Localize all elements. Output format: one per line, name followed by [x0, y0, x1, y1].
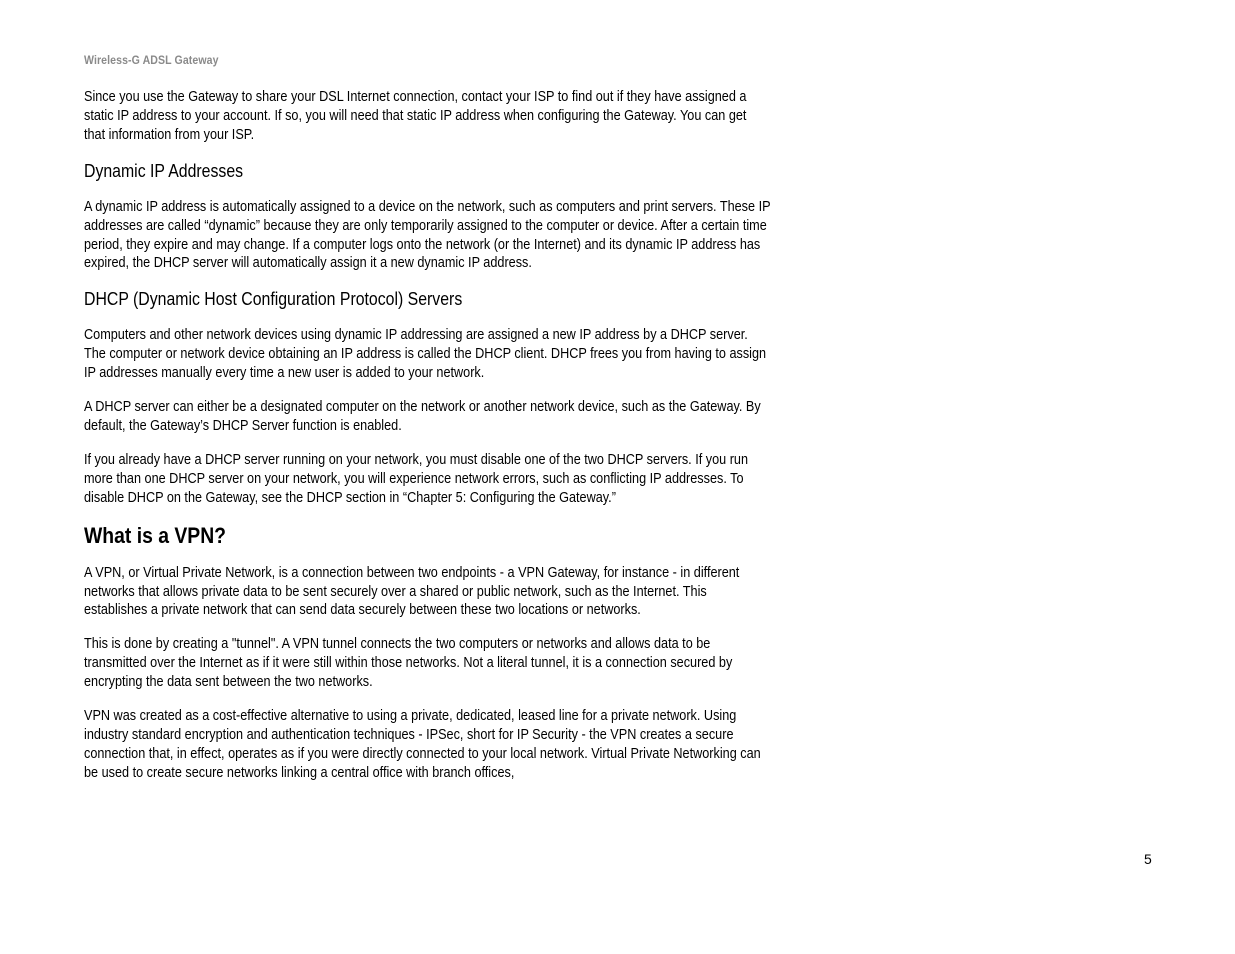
running-header: Wireless-G ADSL Gateway — [84, 53, 219, 67]
dhcp-servers-heading: DHCP (Dynamic Host Configuration Protocol) Servers — [84, 289, 463, 310]
vpn-paragraph-3: VPN was created as a cost-effective alternative to using a private, dedicated, leased line for a private network. Using industry standard encryption and authentication techniques - IPSec, short for IP Security - the VPN creates a secure connection that, in effect, operates as if you were directly connected to your local network. Virtual Private Networking can be used to create secure networks linking a central office with branch offices, — [84, 708, 761, 781]
dhcp-paragraph-3: If you already have a DHCP server running on your network, you must disable one of the two DHCP servers. If you run more than one DHCP server on your network, you will experience network errors, such as conflicting IP addresses. To disable DHCP on the Gateway, see the DHCP section in “Chapter 5: Configuring the Gateway.” — [84, 451, 749, 506]
intro-paragraph: Since you use the Gateway to share your DSL Internet connection, contact your ISP to find out if they have assigned a static IP address to your account. If so, you will need that static IP address when configuring the Gateway. You can get that information from your ISP. — [84, 89, 747, 143]
page-number: 5 — [1144, 851, 1152, 867]
dhcp-paragraph-1: Computers and other network devices using dynamic IP addressing are assigned a new IP address by a DHCP server. The computer or network device obtaining an IP address is called the DHCP client. DHCP frees you from having to assign IP addresses manually every time a new user is added to your network. — [84, 327, 767, 382]
page-content — [84, 88, 770, 798]
dhcp-paragraph-2: A DHCP server can either be a designated computer on the network or another network device, such as the Gateway. By default, the Gateway’s DHCP Server function is enabled. — [84, 399, 761, 434]
dynamic-ip-paragraph: A dynamic IP address is automatically assigned to a device on the network, such as computers and print servers. These IP addresses are called “dynamic” because they are only temporarily assigned to the computer or device. After a certain time period, they expire and may change. If a computer logs onto the network (or the Internet) and its dynamic IP address has expired, the DHCP server will automatically assign it a new dynamic IP address. — [84, 198, 771, 272]
vpn-section-heading: What is a VPN? — [84, 522, 226, 548]
vpn-paragraph-1: A VPN, or Virtual Private Network, is a connection between two endpoints - a VPN Gateway, for instance - in different networks that allows private data to be sent securely over a shared or public network, such as the Internet. This establishes a private network that can send data securely between these two locations or networks. — [84, 564, 740, 619]
dynamic-ip-heading: Dynamic IP Addresses — [84, 160, 244, 181]
vpn-paragraph-2: This is done by creating a "tunnel". A VPN tunnel connects the two computers or networks and allows data to be transmitted over the Internet as if it were still within those networks. Not a literal tunnel, it is a connection secured by encrypting the data sent between the two networks. — [84, 636, 733, 691]
